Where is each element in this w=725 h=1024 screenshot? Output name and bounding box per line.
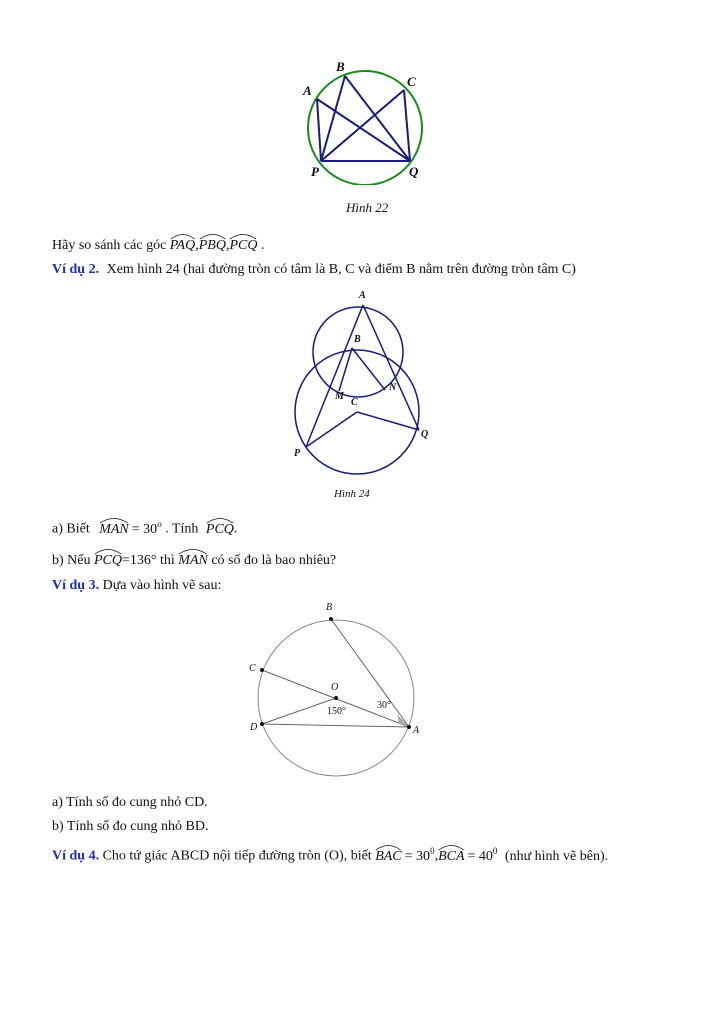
fig22-seg-PC xyxy=(321,90,404,161)
fig22-seg-PA xyxy=(317,99,321,161)
fig3-label-B: B xyxy=(326,602,333,613)
fig24-label-A: A xyxy=(359,290,366,301)
ex2-label: Ví dụ 2. xyxy=(52,262,100,277)
fig24-label-M: M xyxy=(335,391,344,402)
fig24-label-C: C xyxy=(351,397,358,408)
ex2-line xyxy=(52,262,576,278)
fig22-circle xyxy=(308,71,422,185)
ex4-arc-1: BAC xyxy=(375,847,401,865)
fig3-label-150: 150° xyxy=(327,706,346,717)
ex3b-line: b) Tính số đo cung nhỏ BD. xyxy=(52,819,209,834)
ex3-line xyxy=(52,578,221,594)
fig3-point-B xyxy=(329,617,333,621)
fig24-label-B: B xyxy=(354,334,361,345)
figure-24 xyxy=(285,285,435,485)
fig3-point-D xyxy=(260,722,264,726)
fig24-seg-BM xyxy=(339,348,352,391)
fig3-label-O: O xyxy=(331,682,339,693)
fig22-caption: Hình 22 xyxy=(346,200,389,215)
q1-arc-1: PAQ xyxy=(170,236,195,254)
fig22-label-B: B xyxy=(336,59,345,74)
ex2a-line: a) Biết MAN = $30^o$ . Tính PCQ. xyxy=(52,519,238,537)
ex4-label: Ví dụ 4. xyxy=(52,848,100,864)
fig22-label-P: P xyxy=(311,164,319,179)
ex2b-arc-1: PCQ xyxy=(94,551,122,569)
fig22-label-C: C xyxy=(407,74,416,89)
fig3-label-D: D xyxy=(250,722,258,733)
fig3-label-30: 30° xyxy=(377,700,391,711)
ex2-text: Xem hình 24 (hai đường tròn có tâm là B, C và điểm B nằm trên đường tròn tâm C) xyxy=(106,262,576,277)
ex2b-arc-2: MAN xyxy=(178,551,208,569)
fig24-seg-AP xyxy=(306,305,363,447)
fig22-label-Q: Q xyxy=(409,164,419,179)
ex4-line: Ví dụ 4. Cho tứ giác ABCD nội tiếp đường tròn (O), biết BAC = $30^0$, BCA = $40^0$ (như hình vẽ bên). xyxy=(52,846,609,864)
fig24-label-N: N xyxy=(389,382,397,393)
q1-arc-3: PCQ xyxy=(229,236,257,254)
figure-3 xyxy=(240,598,440,788)
fig3-seg-DO xyxy=(262,698,336,724)
fig24-seg-AQ xyxy=(363,305,419,430)
fig3-seg-DA xyxy=(262,724,409,727)
fig24-label-Q: Q xyxy=(421,429,429,440)
fig3-label-A: A xyxy=(413,725,420,736)
fig24-caption: Hình 24 xyxy=(334,488,370,500)
fig22-seg-BQ xyxy=(345,76,410,161)
fig3-point-C xyxy=(260,668,264,672)
fig3-label-C: C xyxy=(249,663,256,674)
fig24-seg-CQ xyxy=(357,412,419,430)
fig3-point-A xyxy=(407,725,411,729)
fig22-seg-CQ xyxy=(404,90,410,161)
fig22-label-A: A xyxy=(303,83,312,98)
fig24-label-P: P xyxy=(294,448,301,459)
ex2a-arc-2: PCQ xyxy=(206,520,234,538)
ex3-label: Ví dụ 3. xyxy=(52,578,100,593)
ex2a-arc-1: MAN xyxy=(99,520,129,538)
q1-line: Hãy so sánh các góc PAQ, PBQ, PCQ . xyxy=(52,236,264,254)
fig3-point-O xyxy=(334,696,338,700)
ex2b-line: b) Nếu PCQ=136° thì MAN có số đo là bao nhiêu? xyxy=(52,551,336,569)
q1-arc-2: PBQ xyxy=(199,236,226,254)
q1-prefix: Hãy so sánh các góc xyxy=(52,238,167,253)
ex3a-line: a) Tính số đo cung nhỏ CD. xyxy=(52,795,208,810)
ex4-arc-2: BCA xyxy=(438,847,464,865)
ex3-text: Dựa vào hình vẽ sau: xyxy=(102,578,222,593)
